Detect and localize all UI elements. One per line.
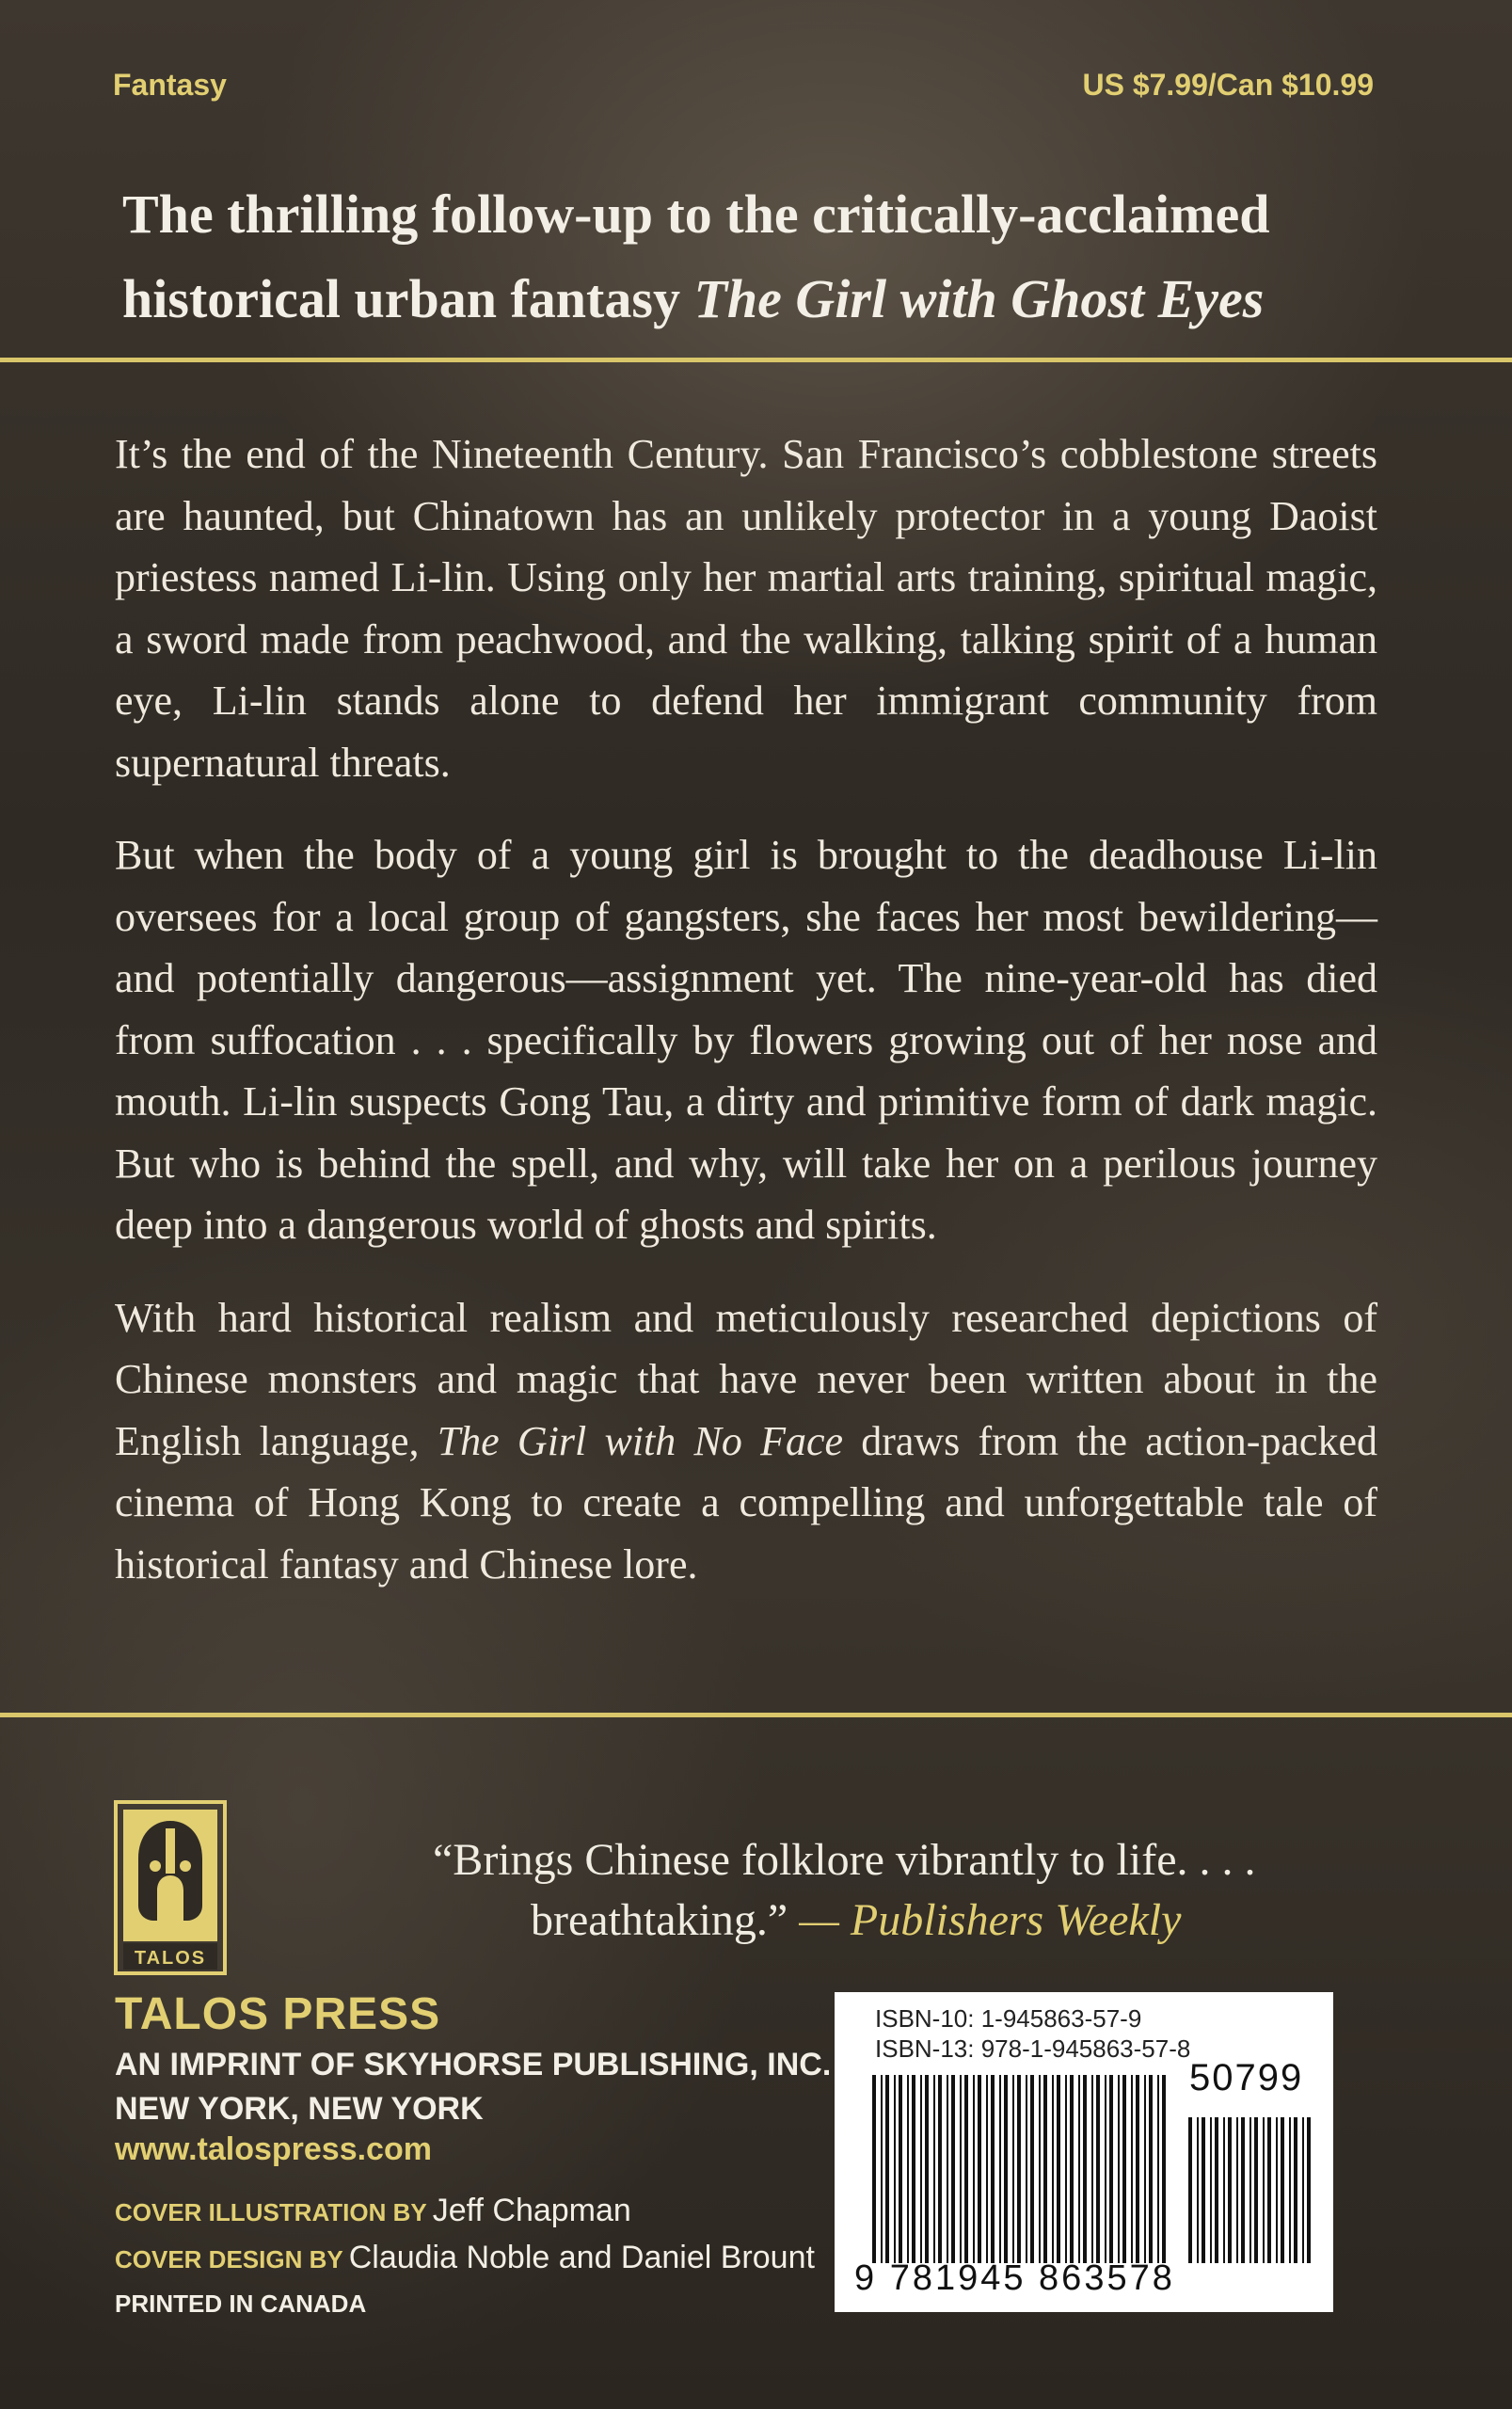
barcode-bar bbox=[907, 2075, 909, 2263]
barcode-bar bbox=[885, 2075, 889, 2263]
barcode-bar bbox=[951, 2075, 955, 2263]
barcode-bar bbox=[1012, 2075, 1014, 2263]
barcode-bar bbox=[1302, 2117, 1304, 2263]
genre-label: Fantasy bbox=[113, 68, 227, 102]
barcode-bar bbox=[999, 2075, 1001, 2263]
tagline-line-2 bbox=[122, 257, 1440, 342]
ean-barcode bbox=[872, 2075, 1173, 2263]
barcode-bar bbox=[1091, 2075, 1093, 2263]
barcode-bar bbox=[1026, 2075, 1027, 2263]
barcode-bar bbox=[1105, 2075, 1106, 2263]
barcode-bar bbox=[1197, 2117, 1199, 2263]
synopsis-paragraph-2: But when the body of a young girl is brought to the deadhouse Li-lin oversees for a local group of gangsters, she faces her most bewildering—and potentially dangerous—assignment yet. The nine-year-old has died from suffocation . . . specifically by flowers growing out of her nose and mouth. Li-lin suspects Gong Tau, a dirty and primitive form of dark magic. But who is behind the spell, and why, will take her on a perilous journey deep into a dangerous world of ghosts and spirits. bbox=[115, 832, 1377, 1248]
barcode-bar bbox=[1254, 2117, 1258, 2263]
isbn-13: ISBN-13: 978-1-945863-57-8 bbox=[875, 2034, 1191, 2063]
tagline-line-1: The thrilling follow-up to the critically-acclaimed bbox=[122, 183, 1270, 245]
talos-logo bbox=[114, 1800, 227, 1975]
barcode-bar bbox=[986, 2075, 988, 2263]
synopsis-paragraph-1: It’s the end of the Nineteenth Century. San Francisco’s cobblestone streets are haunted, but Chinatown has an unlikely protector in a young Daoist priestess named Li-lin. Using only her martial arts training, spiritual magic, a sword made from peachwood, and the walking, talking spirit of a human eye, Li-lin stands alone to defend her immigrant community from supernatural threats. bbox=[115, 431, 1377, 786]
barcode-bar bbox=[1236, 2117, 1238, 2263]
barcode-bar bbox=[973, 2075, 975, 2263]
spartan-helmet-icon bbox=[114, 1800, 227, 1975]
barcode-bar bbox=[912, 2075, 915, 2263]
barcode-bar bbox=[1131, 2075, 1133, 2263]
barcode-bar bbox=[1057, 2075, 1060, 2263]
barcode-bar bbox=[947, 2075, 948, 2263]
logo-text: TALOS bbox=[134, 1948, 207, 1969]
barcode-bar bbox=[881, 2075, 883, 2263]
design-credit bbox=[115, 2240, 815, 2276]
barcode-bar bbox=[1276, 2117, 1278, 2263]
barcode-bar bbox=[1249, 2117, 1251, 2263]
barcode-bar bbox=[1228, 2117, 1232, 2263]
barcode-bar bbox=[1157, 2075, 1159, 2263]
barcode-bar bbox=[925, 2075, 929, 2263]
barcode-bar bbox=[1070, 2075, 1074, 2263]
publisher-name: TALOS PRESS bbox=[115, 1989, 441, 2039]
quote-source: — Publishers Weekly bbox=[799, 1895, 1182, 1945]
tagline-prefix: historical urban fantasy bbox=[122, 268, 694, 329]
barcode-bar bbox=[1144, 2075, 1146, 2263]
synopsis-paragraph-3 bbox=[115, 1287, 1377, 1596]
quote-line-2 bbox=[433, 1891, 1256, 1951]
synopsis-p3-start: With hard historical realism and meticulously researched depictions of Chinese monsters and magic that have never been written about in the English language, bbox=[115, 1294, 1377, 1464]
isbn-10: ISBN-10: 1-945863-57-9 bbox=[875, 2004, 1142, 2033]
barcode-bar bbox=[1263, 2117, 1265, 2263]
barcode-bar bbox=[1065, 2075, 1067, 2263]
review-quote bbox=[433, 1830, 1256, 1951]
barcode-bar bbox=[1039, 2075, 1041, 2263]
synopsis bbox=[115, 423, 1377, 1626]
barcode-bar bbox=[991, 2075, 995, 2263]
quote-line-1: “Brings Chinese folklore vibrantly to life. . . . bbox=[433, 1835, 1256, 1885]
top-divider bbox=[0, 358, 1512, 362]
synopsis-p3-end: draws from the action-packed cinema of Hong Kong to create a compelling and unforgettable tale of historical fantasy and Chinese lore. bbox=[115, 1417, 1377, 1587]
barcode-bar bbox=[1162, 2075, 1166, 2263]
barcode-bar bbox=[933, 2075, 935, 2263]
barcode-bar bbox=[1267, 2117, 1271, 2263]
barcode-bar bbox=[1188, 2117, 1192, 2263]
barcode-bar bbox=[964, 2075, 968, 2263]
publisher-imprint: AN IMPRINT OF SKYHORSE PUBLISHING, INC. bbox=[115, 2047, 832, 2082]
price-label: US $7.99/Can $10.99 bbox=[1082, 68, 1374, 102]
synopsis-book-title: The Girl with No Face bbox=[437, 1417, 843, 1464]
designer-names: Claudia Noble and Daniel Brount bbox=[348, 2240, 815, 2275]
barcode-bar bbox=[1043, 2075, 1047, 2263]
barcode-bar bbox=[1307, 2117, 1311, 2263]
barcode-bar bbox=[1215, 2117, 1218, 2263]
barcode-bar bbox=[978, 2075, 981, 2263]
barcode-bar bbox=[1017, 2075, 1021, 2263]
printed-in-label: PRINTED IN CANADA bbox=[115, 2289, 367, 2318]
barcode-bar bbox=[1122, 2075, 1126, 2263]
design-credit-label: COVER DESIGN BY bbox=[115, 2245, 343, 2273]
illustration-credit-label: COVER ILLUSTRATION BY bbox=[115, 2198, 427, 2226]
barcode-bar bbox=[1223, 2117, 1225, 2263]
barcode-bar bbox=[1052, 2075, 1054, 2263]
addon-barcode bbox=[1188, 2117, 1320, 2263]
barcode-bar bbox=[1210, 2117, 1212, 2263]
barcode-bar bbox=[1109, 2075, 1113, 2263]
ean-number: 9 781945 863578 bbox=[854, 2258, 1175, 2298]
barcode-bar bbox=[899, 2075, 902, 2263]
barcode-bar bbox=[894, 2075, 896, 2263]
barcode-bar bbox=[1294, 2117, 1297, 2263]
tagline bbox=[122, 172, 1440, 342]
barcode-bar bbox=[938, 2075, 942, 2263]
bottom-divider bbox=[0, 1713, 1512, 1717]
price-addon-number: 50799 bbox=[1189, 2057, 1304, 2098]
barcode-bar bbox=[1118, 2075, 1120, 2263]
barcode-bar bbox=[1281, 2117, 1284, 2263]
barcode-bar bbox=[960, 2075, 962, 2263]
publisher-website: www.talospress.com bbox=[115, 2131, 432, 2167]
illustration-credit bbox=[115, 2193, 631, 2229]
barcode-bar bbox=[1096, 2075, 1100, 2263]
publisher-city: NEW YORK, NEW YORK bbox=[115, 2091, 484, 2127]
barcode-bar bbox=[1083, 2075, 1087, 2263]
barcode-bar bbox=[1202, 2117, 1205, 2263]
barcode-bar bbox=[1241, 2117, 1245, 2263]
quote-line-2-text: breathtaking.” bbox=[531, 1895, 788, 1945]
barcode-bar bbox=[1136, 2075, 1139, 2263]
barcode-bar bbox=[1004, 2075, 1008, 2263]
barcode-bar bbox=[920, 2075, 922, 2263]
barcode-bar bbox=[1078, 2075, 1080, 2263]
tagline-book-title: The Girl with Ghost Eyes bbox=[693, 268, 1265, 329]
barcode-bar bbox=[1289, 2117, 1291, 2263]
barcode-bar bbox=[1149, 2075, 1153, 2263]
illustrator-name: Jeff Chapman bbox=[432, 2193, 631, 2228]
barcode-bar bbox=[1030, 2075, 1034, 2263]
barcode-bar bbox=[872, 2075, 876, 2263]
